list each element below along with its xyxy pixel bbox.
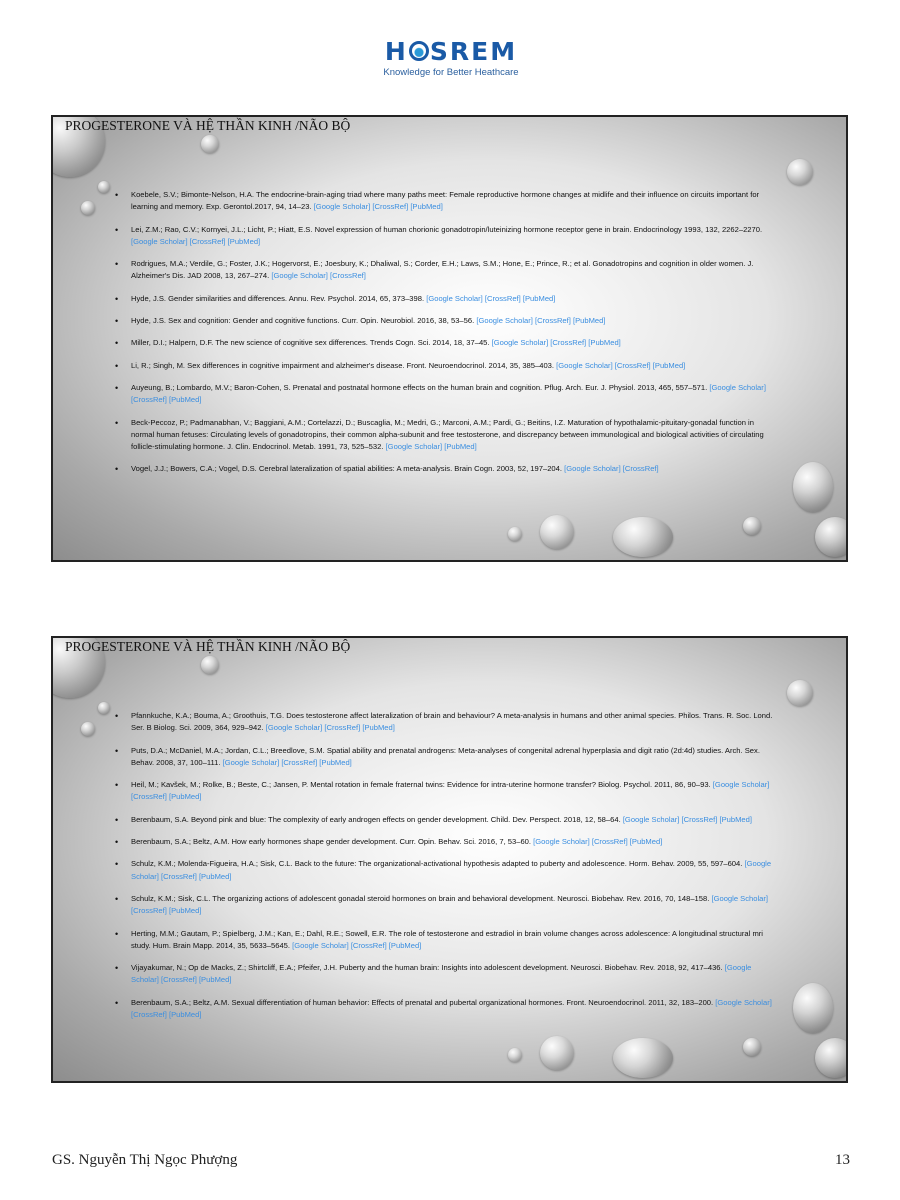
- reference-item: [115, 293, 775, 305]
- reference-links[interactable]: [Google Scholar] [CrossRef]: [271, 271, 366, 281]
- reference-list: [115, 189, 775, 486]
- reference-text: Auyeung, B.; Lombardo, M.V.; Baron-Cohen, S. Prenatal and postnatal hormone effects on the human brain and cognition. Pflug. Arch. Eur. J. Physiol. 2013, 465, 557–571.: [131, 382, 708, 392]
- reference-list: [115, 710, 775, 1031]
- water-drop-decoration: [815, 1038, 848, 1078]
- reference-item: [115, 836, 775, 848]
- reference-text: Koebele, S.V.; Bimonte-Nelson, H.A. The endocrine-brain-aging triad where many paths meet: Female reproductive hormone changes at midlife and their influence on circuits important for learning and memory. Exp. Gerontol.2017, 94, 14–23.: [131, 190, 760, 212]
- reference-text: Miller, D.I.; Halpern, D.F. The new science of cognitive sex differences. Trends Cogn. Sci. 2014, 18, 37–45.: [131, 338, 490, 348]
- logo-tagline: Knowledge for Better Heathcare: [383, 67, 519, 78]
- water-drop-decoration: [508, 1048, 522, 1062]
- footer-author: GS. Nguyễn Thị Ngọc Phượng: [52, 1152, 238, 1168]
- slide-2: [51, 636, 848, 1083]
- reference-text: Beck-Peccoz, P.; Padmanabhan, V.; Baggiani, A.M.; Cortelazzi, D.; Buscaglia, M.; Medri, G.; Marconi, A.M.; Pardi, G.; Beitins, I.Z. Maturation of hypothalamic-pituitary-gonadal function in normal human fetuses: Circulating levels of gonadotropins, their common alpha-subunit and free testosterone, and discrepancy between immunological and biological activities of circulating follicle-stimulating hormone. J. Clin. Endocrinol. Metab. 1991, 73, 525–532.: [131, 417, 764, 452]
- reference-item: [115, 858, 775, 883]
- slide-title: PROGESTERONE VÀ HỆ THẦN KINH /NÃO BỘ: [65, 118, 351, 133]
- water-drop-decoration: [787, 159, 813, 185]
- reference-links[interactable]: [Google Scholar] [CrossRef] [PubMed]: [313, 202, 443, 212]
- reference-text: Lei, Z.M.; Rao, C.V.; Kornyei, J.L.; Licht, P.; Hiatt, E.S. Novel expression of human chorionic gonadotropin/luteinizing hormone receptor gene in brain. Endocrinology 1993, 132, 2262–2270.: [131, 224, 763, 234]
- water-drop-decoration: [613, 1038, 673, 1078]
- reference-text: Vijayakumar, N.; Op de Macks, Z.; Shirtcliff, E.A.; Pfeifer, J.H. Puberty and the human brain: Insights into adolescent development. Neurosci. Biobehav. Rev. 2018, 92, 417–436.: [131, 963, 723, 973]
- water-drop-decoration: [743, 517, 761, 535]
- reference-item: [115, 997, 775, 1022]
- reference-links[interactable]: [Google Scholar] [CrossRef] [PubMed]: [131, 236, 261, 246]
- water-drop-decoration: [815, 517, 848, 557]
- slide-title: PROGESTERONE VÀ HỆ THẦN KINH /NÃO BỘ: [65, 639, 351, 654]
- water-drop-decoration: [743, 1038, 761, 1056]
- reference-text: Rodrigues, M.A.; Verdile, G.; Foster, J.K.; Hogervorst, E.; Joesbury, K.; Dhaliwal, S.; Corder, E.H.; Laws, S.M.; Hone, E.; Prince, R.; et al. Gonadotropins and cognition in older women. J. Alzheimer's Dis. JAD 2008, 13, 267–274.: [131, 259, 754, 281]
- reference-item: [115, 189, 775, 214]
- water-drop-decoration: [508, 527, 522, 541]
- reference-item: [115, 779, 775, 804]
- reference-item: [115, 337, 775, 349]
- reference-links[interactable]: [Google Scholar] [CrossRef] [PubMed]: [131, 997, 772, 1020]
- hosrem-logo: [376, 38, 526, 78]
- reference-text: Berenbaum, S.A. Beyond pink and blue: The complexity of early androgen effects on gender development. Child. Dev. Perspect. 2018, 12, 58–64.: [131, 814, 621, 824]
- water-drop-decoration: [787, 680, 813, 706]
- reference-item: [115, 893, 775, 918]
- reference-item: [115, 224, 775, 249]
- reference-text: Pfannkuche, K.A.; Bouma, A.; Groothuis, T.G. Does testosterone affect lateralization of brain and behaviour? A meta-analysis in humans and other animal species. Philos. Trans. R. Soc. Lond. Ser. B Biolog. Sci. 2009, 364, 929–942.: [131, 711, 773, 733]
- reference-links[interactable]: [Google Scholar] [CrossRef] [PubMed]: [426, 293, 556, 303]
- reference-item: [115, 928, 775, 953]
- reference-text: Schulz, K.M.; Sisk, C.L. The organizing actions of adolescent gonadal steroid hormones on brain and behavioral development. Neurosci. Biobehav. Rev. 2016, 70, 148–158.: [131, 893, 710, 903]
- reference-links[interactable]: [Google Scholar] [CrossRef] [PubMed]: [131, 859, 772, 881]
- reference-item: [115, 382, 775, 407]
- reference-item: [115, 745, 775, 770]
- reference-text: Hyde, J.S. Gender similarities and differences. Annu. Rev. Psychol. 2014, 65, 373–398.: [131, 293, 425, 303]
- reference-item: [115, 710, 775, 735]
- water-drop-decoration: [81, 722, 95, 736]
- reference-item: [115, 315, 775, 327]
- reference-links[interactable]: [Google Scholar] [CrossRef] [PubMed]: [131, 780, 770, 802]
- reference-item: [115, 258, 775, 283]
- reference-links[interactable]: [Google Scholar] [PubMed]: [385, 442, 477, 452]
- page-number: 13: [835, 1152, 850, 1168]
- reference-links[interactable]: [Google Scholar] [CrossRef]: [564, 464, 659, 474]
- reference-links[interactable]: [Google Scholar] [CrossRef] [PubMed]: [533, 837, 663, 847]
- water-drop-decoration: [613, 517, 673, 557]
- reference-text: Hyde, J.S. Sex and cognition: Gender and cognitive functions. Curr. Opin. Neurobiol. 2016, 38, 53–56.: [131, 316, 475, 326]
- slide-1: [51, 115, 848, 562]
- reference-text: Schulz, K.M.; Molenda-Figueira, H.A.; Sisk, C.L. Back to the future: The organizational-activational hypothesis adapted to puberty and adolescence. Horm. Behav. 2009, 55, 597–604.: [131, 859, 743, 869]
- reference-links[interactable]: [Google Scholar] [CrossRef] [PubMed]: [131, 382, 766, 405]
- water-drop-decoration: [98, 702, 110, 714]
- reference-links[interactable]: [Google Scholar] [CrossRef] [PubMed]: [292, 940, 422, 950]
- reference-links[interactable]: [Google Scholar] [CrossRef] [PubMed]: [622, 814, 752, 824]
- water-drop-decoration: [81, 201, 95, 215]
- reference-text: Herting, M.M.; Gautam, P.; Spielberg, J.M.; Kan, E.; Dahl, R.E.; Sowell, E.R. The role of testosterone and estradiol in brain volume changes across adolescence: A longitudinal structural mri study. Hum. Brain Mapp. 2014, 35, 5633–5645.: [131, 928, 763, 950]
- water-drop-decoration: [793, 983, 833, 1033]
- water-drop-decoration: [201, 135, 219, 153]
- water-drop-decoration: [201, 656, 219, 674]
- reference-text: Berenbaum, S.A.; Beltz, A.M. How early hormones shape gender development. Curr. Opin. Behav. Sci. 2016, 7, 53–60.: [131, 837, 532, 847]
- reference-text: Heil, M.; Kavšek, M.; Rolke, B.; Beste, C.; Jansen, P. Mental rotation in female fraternal twins: Evidence for intra-uterine hormone transfer? Biolog. Psychol. 2011, 86, 90–93.: [131, 780, 711, 790]
- water-drop-decoration: [540, 515, 574, 549]
- reference-links[interactable]: [Google Scholar] [CrossRef] [PubMed]: [131, 893, 769, 916]
- reference-item: [115, 463, 775, 475]
- water-drop-decoration: [98, 181, 110, 193]
- reference-links[interactable]: [Google Scholar] [CrossRef] [PubMed]: [265, 723, 395, 733]
- logo-wordmark: H SREM: [384, 37, 518, 66]
- water-drop-decoration: [793, 462, 833, 512]
- water-drop-decoration: [540, 1036, 574, 1070]
- reference-links[interactable]: [Google Scholar] [CrossRef] [PubMed]: [222, 757, 352, 767]
- reference-item: [115, 814, 775, 826]
- reference-links[interactable]: [Google Scholar] [CrossRef] [PubMed]: [556, 360, 686, 370]
- reference-links[interactable]: [Google Scholar] [CrossRef] [PubMed]: [491, 338, 621, 348]
- reference-links[interactable]: [Google Scholar] [CrossRef] [PubMed]: [131, 963, 752, 985]
- reference-item: [115, 417, 775, 454]
- reference-text: Vogel, J.J.; Bowers, C.A.; Vogel, D.S. Cerebral lateralization of spatial abilities: A meta-analysis. Brain Cogn. 2003, 52, 197–204.: [131, 464, 562, 474]
- reference-item: [115, 360, 775, 372]
- reference-text: Berenbaum, S.A.; Beltz, A.M. Sexual differentiation of human behavior: Effects of prenatal and pubertal organizational hormones. Front. Neuroendocrinol. 2011, 32, 183–200.: [131, 997, 714, 1007]
- reference-text: Li, R.; Singh, M. Sex differences in cognitive impairment and alzheimer's disease. Front. Neuroendocrinol. 2014, 35, 385–403.: [131, 360, 554, 370]
- reference-item: [115, 962, 775, 987]
- reference-links[interactable]: [Google Scholar] [CrossRef] [PubMed]: [476, 316, 606, 326]
- reference-text: Puts, D.A.; McDaniel, M.A.; Jordan, C.L.; Breedlove, S.M. Spatial ability and prenatal androgens: Meta-analyses of congenital adrenal hyperplasia and digit ratio (2d:4d) studies. Arch. Sex. Behav. 2008, 37, 100–111.: [131, 745, 760, 767]
- logo-o-icon: [409, 41, 429, 61]
